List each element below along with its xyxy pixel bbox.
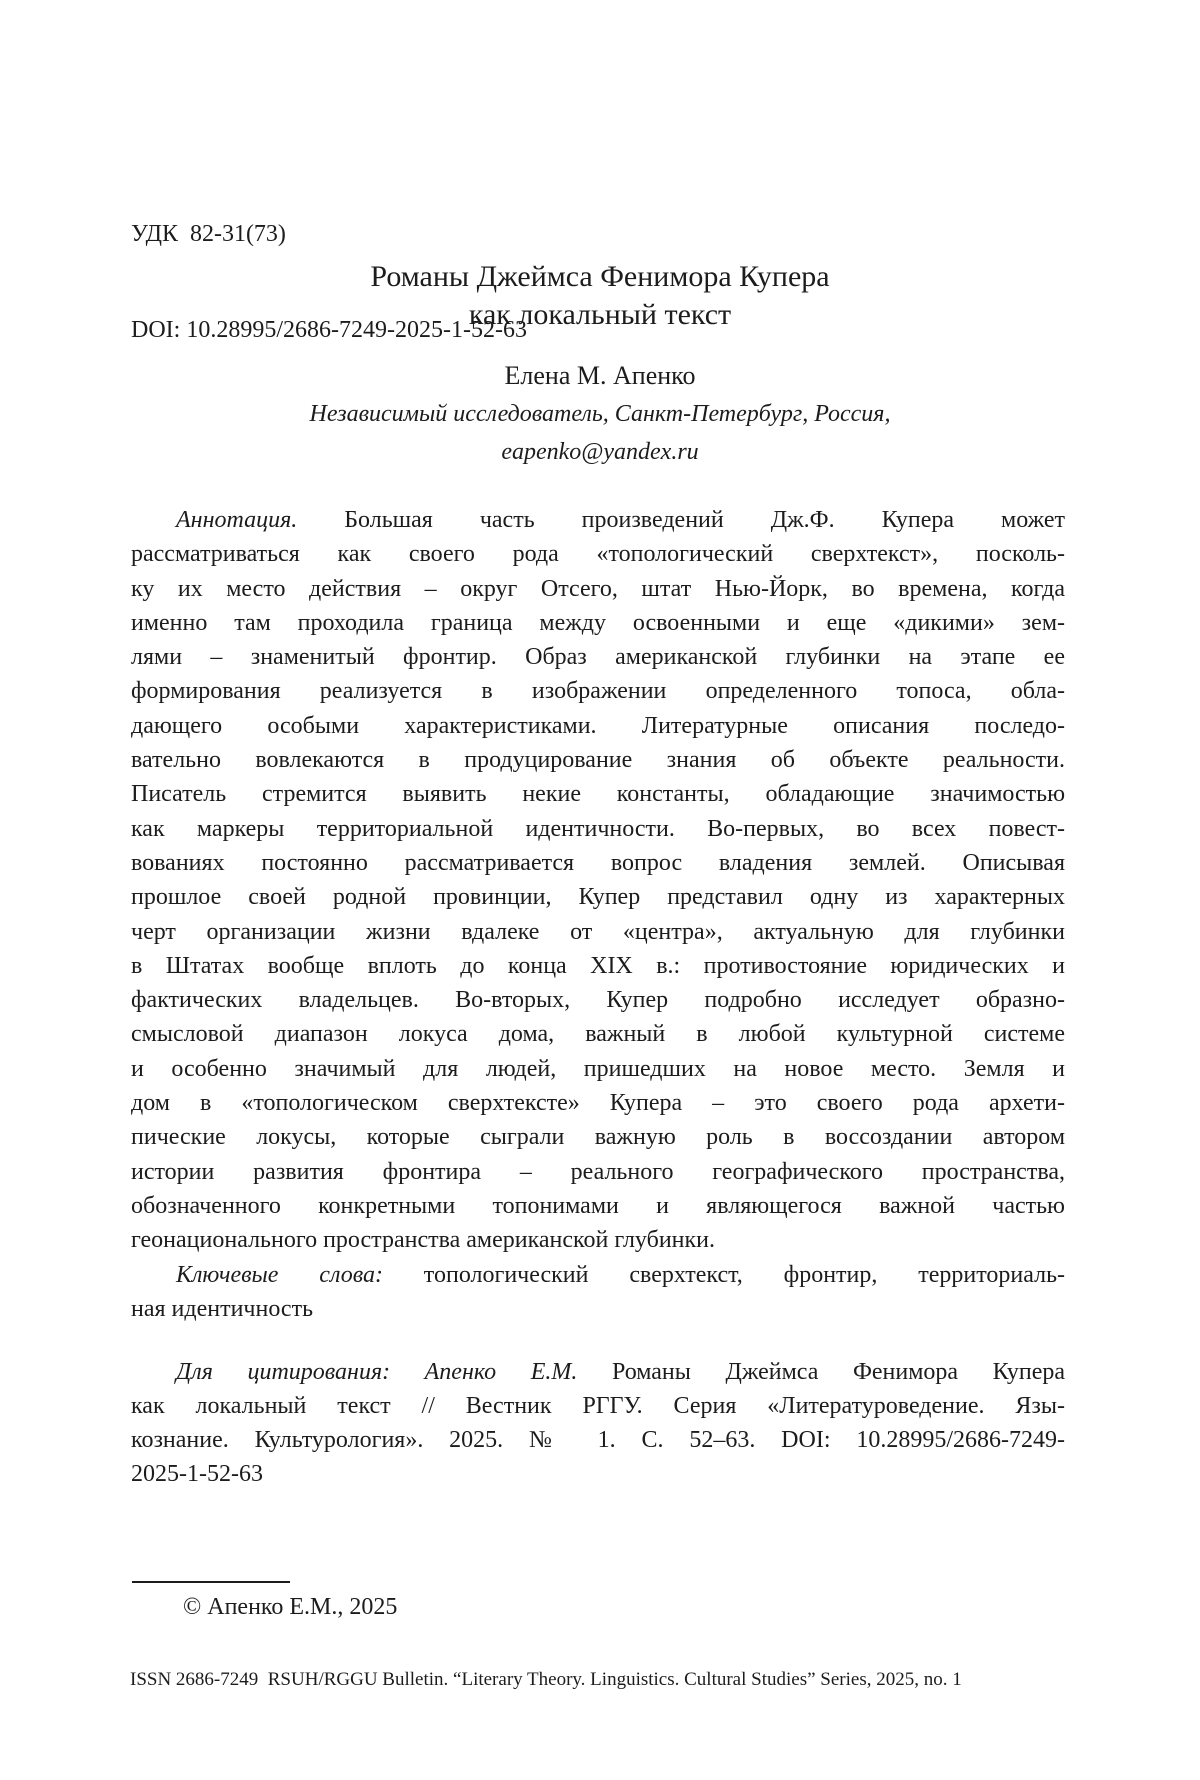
text-line: истории развития фронтира – реального географического пространства,: [131, 1158, 1065, 1185]
footer-issn-line: ISSN 2686-7249 RSUH/RGGU Bulletin. “Literary Theory. Linguistics. Cultural Studies” Series, 2025, no. 1: [130, 1669, 962, 1690]
text-line: 2025-1-52-63: [131, 1461, 263, 1487]
text-line: дом в «топологическом сверхтексте» Купера – это своего рода архети-: [131, 1090, 1065, 1117]
text-line: и особенно значимый для людей, пришедших на новое место. Земля и: [131, 1055, 1065, 1082]
text-line: смысловой диапазон локуса дома, важный в любой культурной системе: [131, 1021, 1065, 1048]
article-title-line1: Романы Джеймса Фенимора Купера: [370, 260, 830, 293]
text-line: ная идентичность: [131, 1295, 314, 1322]
text-line: формирования реализуется в изображении определенного топоса, обла-: [131, 678, 1065, 705]
text-line: именно там проходила граница между освоенными и еще «дикими» зем-: [131, 609, 1065, 636]
text-line: как локальный текст // Вестник РГГУ. Серия «Литературоведение. Язы-: [131, 1393, 1065, 1419]
text-line: лями – знаменитый фронтир. Образ американской глубинки на этапе ее: [131, 644, 1065, 671]
doi-number: DOI: 10.28995/2686-7249-2025-1-52-63: [131, 317, 527, 343]
text-line: Для цитирования: Апенко Е.М. Романы Джеймса Фенимора Купера: [176, 1359, 1065, 1385]
text-line: прошлое своей родной провинции, Купер представил одну из характерных: [131, 884, 1065, 911]
text-line: Ключевые слова: топологический сверхтекст, фронтир, территориаль-: [176, 1261, 1066, 1288]
author-email: eapenko@yandex.ru: [501, 439, 699, 465]
text-line: вательно вовлекаются в продуцирование знания об объекте реальности.: [131, 747, 1065, 774]
copyright-note: © Апенко Е.М., 2025: [183, 1594, 398, 1620]
author-block: [0, 357, 1200, 471]
text-line: рассматриваться как своего рода «топологический сверхтекст», посколь-: [131, 541, 1065, 568]
citation-paragraph: [131, 1355, 1065, 1491]
text-line: геонационального пространства американской глубинки.: [131, 1227, 716, 1254]
text-line: фактических владельцев. Во-вторых, Купер подробно исследует образно-: [131, 987, 1065, 1014]
article-title-line2: как локальный текст: [468, 298, 732, 331]
text-line: черт организации жизни вдалеке от «центра», актуальную для глубинки: [131, 918, 1065, 945]
text-line: обозначенного конкретными топонимами и являющегося важной частью: [131, 1192, 1065, 1219]
author-name: Елена М. Апенко: [504, 361, 696, 390]
text-line: Писатель стремится выявить некие константы, обладающие значимостью: [131, 781, 1065, 808]
author-affiliation: Независимый исследователь, Санкт-Петербург, Россия,: [309, 401, 891, 427]
text-line: ку их место действия – округ Отсего, штат Нью-Йорк, во времена, когда: [131, 575, 1065, 602]
abstract-paragraph: [131, 503, 1065, 1326]
copyright-divider: [132, 1581, 290, 1583]
text-line: Аннотация. Большая часть произведений Дж.Ф. Купера может: [176, 507, 1065, 533]
text-line: в Штатах вообще вплоть до конца XIX в.: противостояние юридических и: [131, 952, 1065, 979]
text-line: пические локусы, которые сыграли важную роль в воссоздании автором: [131, 1124, 1065, 1151]
udc-number: УДК 82-31(73): [131, 221, 286, 247]
text-line: кознание. Культурология». 2025. № 1. С. 52–63. DOI: 10.28995/2686-7249-: [131, 1427, 1065, 1453]
text-line: как маркеры территориальной идентичности. Во-первых, во всех повест-: [131, 815, 1065, 842]
text-line: дающего особыми характеристиками. Литературные описания последо-: [131, 712, 1065, 739]
text-line: вованиях постоянно рассматривается вопрос владения землей. Описывая: [131, 849, 1065, 876]
article-title: [0, 258, 1200, 334]
